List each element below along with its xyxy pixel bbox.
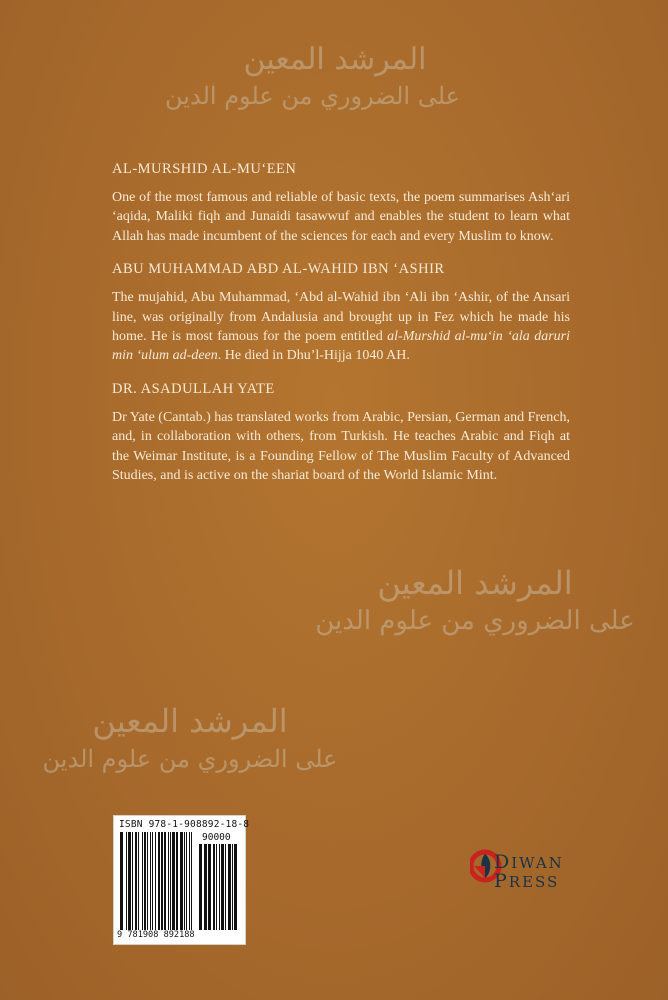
arabic-title-top	[165, 40, 460, 112]
barcode-bar	[234, 844, 237, 930]
barcode-bar	[161, 832, 163, 930]
barcode-bar	[142, 832, 143, 930]
body-text: The mujahid, Abu Muhammad, ‘Abd al-Wahid ibn ‘Ali ibn ‘Ashir, of the Ansari line, was originally from Andalusia and brought up in Fez which he made his home. He is most famous for the poem entitled	[112, 290, 570, 345]
section-heading: ABU MUHAMMAD ABD AL-WAHID IBN ‘ASHIR	[112, 261, 445, 278]
publisher-name-line2: PRESS	[494, 870, 560, 892]
barcode-bar	[158, 832, 160, 930]
barcode-bar	[144, 832, 146, 930]
barcode-bar	[164, 832, 166, 930]
barcode-bar	[152, 832, 153, 930]
barcode-bar	[219, 844, 220, 930]
arabic-title-line: المرشد المعين	[377, 564, 573, 602]
section-heading: DR. ASADULLAH YATE	[112, 380, 275, 397]
arabic-title-line: المرشد المعين	[92, 702, 288, 740]
barcode-bar	[191, 832, 192, 930]
publisher-logo	[470, 845, 590, 905]
barcode-bar	[189, 832, 190, 930]
book-title-italic: al-Murshid al-mu‘in ‘ala daruri min ‘ulum ad-deen	[112, 329, 570, 364]
barcode-bar	[186, 832, 187, 930]
section-translator	[112, 380, 570, 486]
arabic-title-lower	[40, 700, 340, 776]
section-heading: AL-MURSHID AL-MU‘EEN	[112, 161, 297, 177]
arabic-title-line: المرشد المعين	[243, 42, 427, 77]
arabic-subtitle-line: على الضروري من علوم الدين	[165, 82, 460, 110]
barcode-bar	[128, 832, 131, 930]
barcode-bar	[120, 832, 123, 930]
barcode-bar	[199, 844, 202, 930]
arabic-title-middle	[305, 562, 645, 638]
barcode-bar	[213, 844, 215, 930]
body-text: . He died in Dhu’l-Hijja 1040 AH.	[217, 348, 410, 364]
description-block	[112, 160, 570, 499]
arabic-subtitle-line: على الضروري من علوم الدين	[315, 606, 635, 636]
barcode-bar	[126, 832, 127, 930]
barcode-bar	[172, 832, 175, 930]
section-body: One of the most famous and reliable of basic texts, the poem summarises Ash‘ari ‘aqida, Maliki fiqh and Junaidi tasawwuf and enables the student to learn what Allah has made incumbent of the sciences for each and every Muslim to know.	[112, 190, 570, 244]
barcode-bar	[168, 832, 169, 930]
barcode-bar	[180, 832, 183, 930]
barcode-bar	[228, 844, 231, 930]
addon-barcode-bars	[199, 844, 237, 930]
barcode-bar	[138, 832, 139, 930]
barcode-bar	[150, 832, 151, 930]
ean-digits: 9 781908 892188	[117, 930, 195, 940]
barcode-bar	[204, 844, 207, 930]
section-body	[112, 288, 570, 366]
barcode-bar	[155, 832, 156, 930]
section-book	[112, 160, 570, 246]
barcode-bar	[232, 844, 233, 930]
isbn-label: ISBN 978-1-908892-18-8	[119, 819, 250, 830]
publisher-name-line1: DIWAN	[494, 851, 564, 873]
barcode-bar	[216, 844, 217, 930]
barcode-bar	[184, 832, 185, 930]
arabic-subtitle-line: على الضروري من علوم الدين	[42, 745, 338, 773]
barcode-bar	[132, 832, 133, 930]
barcode-bar	[147, 832, 148, 930]
barcode-bar	[170, 832, 171, 930]
price-code: 90000	[202, 832, 231, 843]
section-body: Dr Yate (Cantab.) has translated works from Arabic, Persian, German and French, and, in collaboration with others, from Turkish. He teaches Arabic and Fiqh at the Weimar Institute, is a Founding Fellow of The Muslim Faculty of Advanced Studies, and is active on the shariat board of the World Islamic Mint.	[112, 409, 570, 484]
barcode-bar	[135, 832, 137, 930]
isbn-barcode	[113, 815, 250, 945]
barcode-bar	[208, 844, 211, 930]
section-author	[112, 260, 570, 366]
barcode-bar	[221, 844, 224, 930]
barcode-bar	[176, 832, 178, 930]
barcode-bar	[225, 844, 226, 930]
barcode-bars	[120, 832, 194, 930]
